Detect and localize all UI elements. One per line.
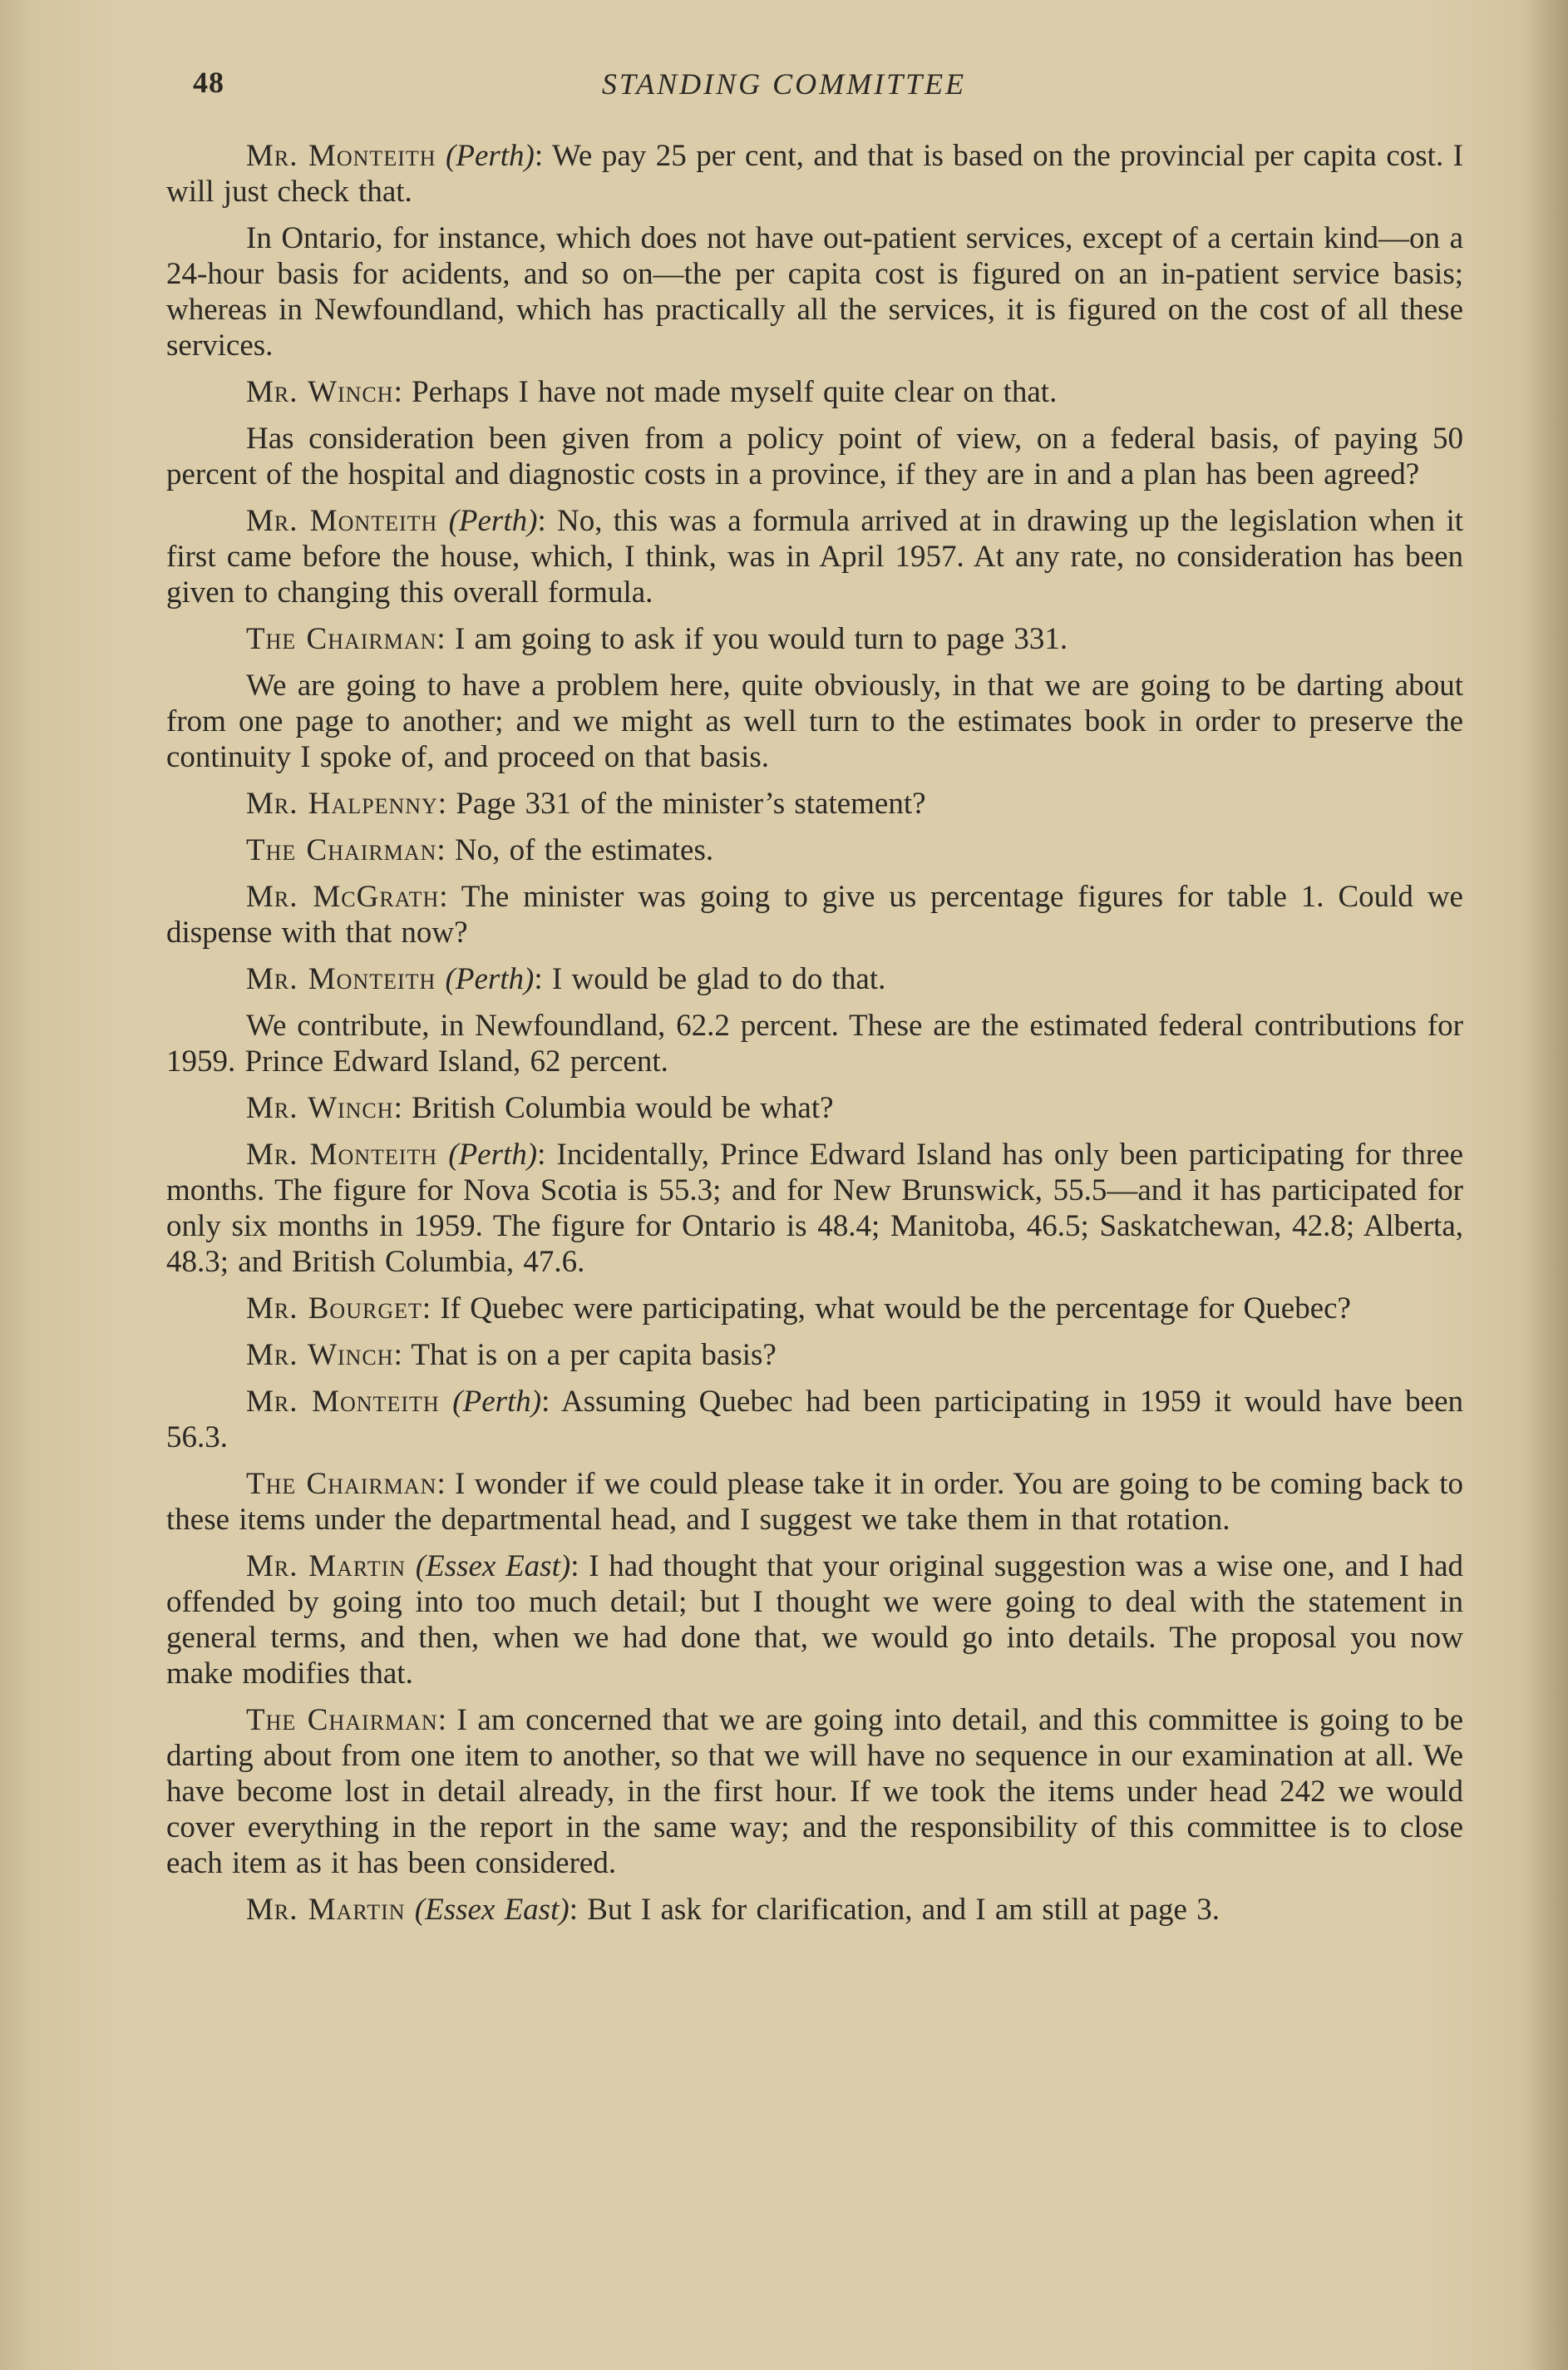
speaker-name: Mr. Monteith: [246, 139, 436, 173]
transcript-paragraph: [166, 1137, 1463, 1280]
speaker-name: Mr. Martin: [246, 1893, 406, 1927]
transcript-paragraph: [166, 1702, 1463, 1881]
speaker-riding: (Perth): [448, 1138, 538, 1172]
speaker-colon: :: [393, 1338, 402, 1372]
speaker-colon: :: [393, 375, 402, 409]
speaker-riding: (Perth): [452, 1385, 542, 1419]
speaker-colon: :: [437, 787, 447, 821]
speaker-name: The Chairman: [246, 1467, 437, 1501]
speaker-name: Mr. Halpenny: [246, 787, 438, 821]
paragraph-text: Has consideration been given from a policy point of view, on a federal basis, of paying 50 percent of the hospital and diagnostic costs in a province, if they are in and a plan has been agreed?: [166, 422, 1463, 491]
speaker-name: Mr. Winch: [246, 375, 394, 409]
speaker-riding: (Essex East): [414, 1893, 570, 1927]
running-head: STANDING COMMITTEE: [601, 67, 967, 101]
paragraph-text: Incidentally, Prince Edward Island has only been participating for three months. The figure for Nova Scotia is 55.3; and for New Brunswick, 55.5—and it has participated for only six months in 1959. The figure for Ontario is 48.4; Manitoba, 46.5; Saskatchewan, 42.8; Alberta, 48.3; and British Columbia, 47.6.: [166, 1138, 1464, 1279]
speaker-riding: (Perth): [446, 139, 535, 173]
paragraph-text: The minister was going to give us percentage figures for table 1. Could we dispense with that now?: [166, 880, 1463, 950]
transcript-paragraph: [166, 220, 1463, 363]
transcript-paragraph: [166, 1384, 1463, 1455]
paragraph-text: Perhaps I have not made myself quite clear on that.: [402, 375, 1058, 409]
speaker-name: The Chairman: [246, 622, 437, 656]
transcript-paragraph: [166, 1548, 1463, 1691]
speaker-colon: :: [534, 139, 544, 173]
transcript-paragraph: [166, 374, 1463, 410]
paragraph-text: No, of the estimates.: [445, 833, 714, 867]
transcript-paragraph: [166, 1090, 1463, 1126]
paragraph-text: We are going to have a problem here, quite obviously, in that we are going to be darting about from one page to another; and we might as well turn to the estimates book in order to preserve the continuity I spoke of, and proceed on that basis.: [166, 669, 1463, 774]
speaker-colon: :: [534, 962, 543, 996]
speaker-colon: :: [570, 1549, 579, 1583]
transcript-body: [166, 138, 1463, 1938]
paragraph-text: That is on a per capita basis?: [402, 1338, 777, 1372]
transcript-paragraph: [166, 668, 1463, 775]
transcript-paragraph: [166, 421, 1463, 492]
speaker-colon: :: [537, 504, 546, 538]
page-number: 48: [193, 66, 224, 99]
page-edge-shadow: [1518, 0, 1568, 2370]
speaker-colon: :: [437, 1703, 446, 1737]
paragraph-text: If Quebec were participating, what would be the percentage for Quebec?: [431, 1291, 1351, 1326]
speaker-name: Mr. Martin: [246, 1549, 407, 1583]
paragraph-text: British Columbia would be what?: [402, 1091, 834, 1125]
speaker-colon: :: [436, 1467, 446, 1501]
speaker-colon: :: [537, 1138, 546, 1172]
speaker-name: Mr. Bourget: [246, 1291, 422, 1326]
speaker-name: Mr. Winch: [246, 1338, 394, 1372]
paragraph-text: Assuming Quebec had been participating in 1959 it would have been 56.3.: [166, 1385, 1463, 1454]
paragraph-text: But I ask for clarification, and I am still at page 3.: [577, 1893, 1220, 1927]
speaker-riding: (Perth): [445, 962, 535, 996]
speaker-colon: :: [439, 880, 448, 914]
paragraph-text: We pay 25 per cent, and that is based on the provincial per capita cost. I will just check that.: [166, 139, 1464, 209]
speaker-colon: :: [569, 1893, 578, 1927]
speaker-name: Mr. Monteith: [246, 1385, 440, 1419]
paragraph-text: In Ontario, for instance, which does not have out-patient services, except of a certain kind—on a 24-hour basis for acidents, and so on—the per capita cost is figured on an in-patient service basis; whereas in Newfoundland, which has practically all the services, it is figured on the cost of all these services.: [166, 221, 1463, 363]
paragraph-text: Page 331 of the minister’s statement?: [446, 787, 926, 821]
transcript-paragraph: [166, 832, 1463, 868]
speaker-name: The Chairman: [246, 1703, 438, 1737]
speaker-name: Mr. Winch: [246, 1091, 394, 1125]
transcript-paragraph: [166, 879, 1463, 950]
speaker-name: Mr. Monteith: [246, 962, 436, 996]
speaker-name: Mr. Monteith: [246, 504, 438, 538]
speaker-colon: :: [436, 622, 446, 656]
transcript-paragraph: [166, 1466, 1463, 1538]
transcript-paragraph: [166, 1337, 1463, 1373]
speaker-colon: :: [541, 1385, 550, 1419]
transcript-paragraph: [166, 1892, 1463, 1928]
transcript-paragraph: [166, 138, 1463, 210]
paragraph-text: I am concerned that we are going into detail, and this committee is going to be darting about from one item to another, so that we will have no sequence in our examination at all. We have become lost in detail already, in the first hour. If we took the items under head 242 we would cover everything in the report in the same way; and the responsibility of this committee is to close each item as it has been considered.: [166, 1703, 1463, 1880]
speaker-colon: :: [422, 1291, 431, 1326]
paragraph-text: I wonder if we could please take it in order. You are going to be coming back to these items under the departmental head, and I suggest we take them in that rotation.: [166, 1467, 1463, 1537]
speaker-riding: (Perth): [448, 504, 538, 538]
speaker-name: Mr. Monteith: [246, 1138, 438, 1172]
paragraph-text: We contribute, in Newfoundland, 62.2 percent. These are the estimated federal contributions for 1959. Prince Edward Island, 62 percent.: [166, 1009, 1463, 1079]
paragraph-text: No, this was a formula arrived at in drawing up the legislation when it first came before the house, which, I think, was in April 1957. At any rate, no consideration has been given to changing this overall formula.: [166, 504, 1464, 610]
speaker-riding: (Essex East): [415, 1549, 571, 1583]
paragraph-text: I would be glad to do that.: [542, 962, 886, 996]
transcript-paragraph: [166, 1291, 1463, 1326]
speaker-colon: :: [436, 833, 446, 867]
transcript-paragraph: [166, 621, 1463, 657]
paragraph-text: I had thought that your original suggestion was a wise one, and I had offended by going into too much detail; but I thought we were going to deal with the statement in general terms, and then, when we had done that, we would go into details. The proposal you now make modifies that.: [166, 1549, 1464, 1691]
speaker-name: The Chairman: [246, 833, 437, 867]
transcript-paragraph: [166, 1008, 1463, 1079]
speaker-colon: :: [393, 1091, 402, 1125]
speaker-name: Mr. McGrath: [246, 880, 440, 914]
transcript-paragraph: [166, 503, 1463, 610]
paragraph-text: I am going to ask if you would turn to page 331.: [445, 622, 1068, 656]
transcript-paragraph: [166, 786, 1463, 822]
transcript-paragraph: [166, 961, 1463, 997]
